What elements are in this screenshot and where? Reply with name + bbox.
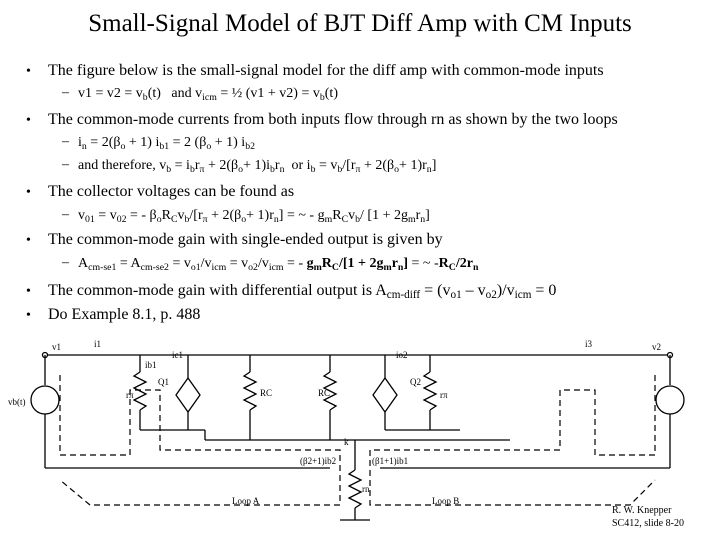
svg-text:RC: RC xyxy=(260,388,273,398)
svg-text:io2: io2 xyxy=(396,350,408,360)
footer-author: R. W. Knepper xyxy=(612,505,672,516)
svg-text:v1: v1 xyxy=(52,342,61,352)
bullet-2-sub-2: and therefore, $v_b = i_br_\pi + 2(\beta_o+ 1)i_br_n$ or $i_b = v_b/[r_\pi + 2(\beta_o+ 1)r_n]$ xyxy=(78,158,437,175)
dash-marker: – xyxy=(62,255,69,270)
svg-text:ic1: ic1 xyxy=(172,350,183,360)
svg-text:Q1: Q1 xyxy=(158,377,169,387)
svg-text:(β2+1)ib2: (β2+1)ib2 xyxy=(300,456,337,466)
bullet-3-sub-1: $v_{01} = v_{02}$ = - $\beta_oR_Cv_b/[r_\pi + 2(\beta_o+ 1)r_n]$ = ~ - $g_mR_Cv_b/$ $[1 + 2g_mr_n]$ xyxy=(78,208,430,225)
bullet-marker: • xyxy=(26,284,31,299)
svg-text:k: k xyxy=(344,437,349,447)
page-title: Small-Signal Model of BJT Diff Amp with CM Inputs xyxy=(88,10,632,37)
bullet-4-sub-1: $A_{cm-se1} = A_{cm-se2} = v_{o1}/v_{icm} = v_{o2}/v_{icm}$ = - $g_mR_C/[1 + 2g_mr_n]$ = ~ $-R_C/2r_n$ xyxy=(78,256,479,273)
bullet-marker: • xyxy=(26,308,31,323)
bullet-1-text: The figure below is the small-signal model for the diff amp with common-mode inputs xyxy=(48,62,604,79)
svg-text:Loop B: Loop B xyxy=(432,496,460,506)
bullet-marker: • xyxy=(26,185,31,200)
dash-marker: – xyxy=(62,134,69,149)
svg-text:RC: RC xyxy=(318,388,331,398)
svg-text:rπ: rπ xyxy=(126,390,134,400)
bullet-1-sub-1: $v1 = v2 = v_b(t)$ and $v_{icm}$ = ½ $(v1 + v2) = v_b(t)$ xyxy=(78,86,338,103)
svg-text:Q2: Q2 xyxy=(410,377,421,387)
svg-text:rπ: rπ xyxy=(440,390,448,400)
svg-text:(β1+1)ib1: (β1+1)ib1 xyxy=(372,456,409,466)
svg-text:ib1: ib1 xyxy=(145,360,157,370)
footer xyxy=(612,504,684,530)
svg-text:rn: rn xyxy=(362,484,370,494)
svg-text:i1: i1 xyxy=(94,339,102,349)
svg-text:vb(t): vb(t) xyxy=(8,397,26,407)
dash-marker: – xyxy=(62,207,69,222)
bullet-marker: • xyxy=(26,64,31,79)
footer-slide: SC412, slide 8-20 xyxy=(612,518,684,529)
svg-text:i3: i3 xyxy=(585,339,593,349)
bullet-5-text: The common-mode gain with differential output is $A_{cm-diff} = (v_{o1} - v_{o2})/v_{icm} = 0$ xyxy=(48,282,557,301)
svg-text:Loop A: Loop A xyxy=(232,496,260,506)
bullet-4-text: The common-mode gain with single-ended output is given by xyxy=(48,231,443,248)
bullet-2-sub-1: $i_n = 2(\beta_o + 1) i_{b1} = 2$ $(\beta_o + 1)$ $i_{b2}$ xyxy=(78,135,255,152)
bullet-marker: • xyxy=(26,233,31,248)
bullet-marker: • xyxy=(26,113,31,128)
dash-marker: – xyxy=(62,85,69,100)
bullet-3-text: The collector voltages can be found as xyxy=(48,183,295,200)
dash-marker: – xyxy=(62,157,69,172)
bullet-2-text: The common-mode currents from both inputs flow through rn as shown by the two loops xyxy=(48,111,618,128)
svg-text:v2: v2 xyxy=(652,342,661,352)
bullet-6-text: Do Example 8.1, p. 488 xyxy=(48,306,201,323)
